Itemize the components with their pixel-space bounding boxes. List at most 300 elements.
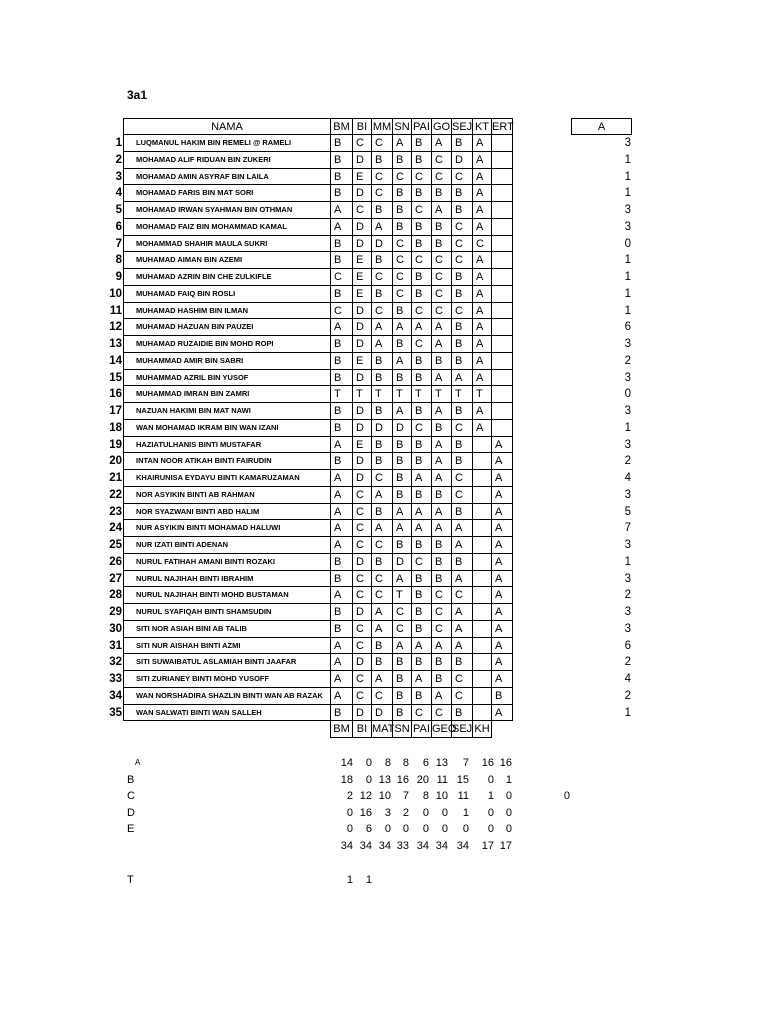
grade-cell: B: [371, 353, 392, 370]
row-number: 13: [109, 338, 122, 350]
grade-cell: C: [371, 135, 392, 152]
grade-cell: T: [431, 386, 451, 403]
grade-cell: T: [451, 386, 472, 403]
summary-count: 0: [384, 823, 391, 836]
row-number: 14: [109, 354, 122, 367]
row-number: 27: [109, 572, 122, 585]
grade-cell: [472, 437, 491, 454]
grade-cell: A: [411, 520, 431, 537]
row-number: 15: [109, 371, 122, 384]
grade-cell: A: [431, 135, 451, 152]
grade-cell: D: [352, 604, 371, 621]
grade-cell: B: [330, 286, 352, 303]
row-number: 18: [109, 421, 122, 434]
grade-cell: [491, 353, 513, 370]
grade-cell: C: [371, 269, 392, 286]
grade-cell: A: [431, 504, 451, 521]
grade-cell: C: [431, 152, 451, 169]
grade-cell: B: [451, 504, 472, 521]
grade-cell: [472, 470, 491, 487]
grade-cell: [491, 420, 513, 437]
grade-cell: D: [371, 236, 392, 253]
grade-cell: A: [431, 370, 451, 387]
row-number: 33: [109, 673, 122, 685]
grade-cell: B: [371, 638, 392, 655]
summary-count: 8: [384, 757, 391, 769]
summary-count: 6: [422, 757, 429, 769]
student-name: SITI NOR ASIAH BINI AB TALIB: [123, 621, 330, 638]
grade-cell: B: [411, 353, 431, 370]
grade-cell: B: [451, 403, 472, 420]
grade-cell: C: [411, 169, 431, 186]
footer-header-sn: SN: [392, 721, 411, 738]
grade-cell: [491, 370, 513, 387]
grade-cell: A: [451, 370, 472, 387]
student-name: MOHAMAD ALIF RIDUAN BIN ZUKERI: [123, 152, 330, 169]
grade-cell: B: [411, 152, 431, 169]
grade-cell: C: [352, 504, 371, 521]
a-count: 1: [624, 271, 631, 283]
grade-cell: [491, 319, 513, 336]
a-count: 1: [624, 555, 631, 568]
summary-count: 10: [378, 790, 391, 803]
a-count: 2: [624, 656, 631, 669]
grade-cell: C: [431, 303, 451, 320]
grade-cell: B: [392, 671, 411, 688]
grade-cell: A: [330, 688, 352, 705]
a-count: 2: [624, 589, 631, 602]
student-name: SITI ZURIANEY BINTI MOHD YUSOFF: [123, 671, 330, 688]
grade-cell: [472, 504, 491, 521]
footer-header-bm: BM: [330, 721, 352, 738]
grade-cell: B: [431, 487, 451, 504]
grade-cell: D: [352, 303, 371, 320]
grade-cell: B: [392, 453, 411, 470]
grade-cell: C: [411, 303, 431, 320]
grade-cell: A: [431, 202, 451, 219]
grade-cell: [472, 671, 491, 688]
grade-cell: B: [451, 319, 472, 336]
student-name: SITI NUR AISHAH BINTI AZMI: [123, 638, 330, 655]
a-count: 3: [624, 338, 631, 350]
summary-count: 34: [435, 840, 448, 852]
summary-count: 3: [384, 806, 391, 819]
a-count: 2: [624, 689, 631, 702]
grade-cell: D: [352, 470, 371, 487]
class-label: 3a1: [127, 88, 148, 102]
grade-cell: B: [392, 303, 411, 320]
grade-cell: A: [431, 470, 451, 487]
grade-cell: E: [352, 437, 371, 454]
summary-count: 34: [456, 840, 469, 852]
a-count: 3: [624, 606, 631, 618]
summary-count: 16: [481, 757, 494, 769]
grade-cell: T: [472, 386, 491, 403]
grade-cell: D: [352, 336, 371, 353]
grade-cell: B: [451, 353, 472, 370]
summary-count: 18: [340, 773, 353, 786]
grade-cell: C: [371, 587, 392, 604]
grade-cell: B: [431, 185, 451, 202]
summary-count: 0: [505, 790, 512, 803]
grade-cell: B: [411, 286, 431, 303]
grade-cell: D: [352, 420, 371, 437]
grade-cell: B: [330, 152, 352, 169]
a-count: 7: [624, 522, 631, 535]
grade-cell: C: [472, 236, 491, 253]
row-number: 30: [109, 622, 122, 635]
grade-cell: B: [330, 252, 352, 269]
grade-cell: B: [451, 286, 472, 303]
a-count: 1: [624, 706, 631, 719]
grade-cell: A: [371, 671, 392, 688]
student-name: NURUL FATIHAH AMANI BINTI ROZAKI: [123, 554, 330, 571]
grade-cell: [491, 152, 513, 169]
grade-cell: A: [451, 621, 472, 638]
grade-cell: B: [451, 135, 472, 152]
summary-count: 0: [462, 823, 469, 836]
a-count: 3: [624, 438, 631, 451]
grade-cell: B: [451, 185, 472, 202]
a-count: 1: [624, 153, 631, 166]
row-number: 35: [109, 706, 122, 719]
row-number: 9: [115, 271, 122, 283]
grade-cell: C: [371, 537, 392, 554]
column-header-bm: BM: [330, 118, 352, 135]
grade-cell: B: [411, 587, 431, 604]
a-count: 1: [624, 421, 631, 434]
row-number: 1: [115, 137, 122, 149]
summary-count: 0: [487, 773, 494, 786]
grade-cell: A: [330, 470, 352, 487]
summary-count: 0: [365, 757, 372, 769]
student-name: MUHAMMAD AMIR BIN SABRI: [123, 353, 330, 370]
grade-cell: T: [392, 386, 411, 403]
grade-cell: A: [491, 587, 513, 604]
grade-cell: C: [352, 135, 371, 152]
grade-cell: A: [330, 654, 352, 671]
summary-count: 11: [457, 790, 469, 803]
grade-cell: B: [431, 654, 451, 671]
grade-cell: A: [472, 185, 491, 202]
grade-cell: B: [431, 571, 451, 588]
summary-count: 7: [402, 790, 409, 803]
summary-count: 10: [435, 790, 448, 803]
column-header-kt: KT: [472, 118, 491, 135]
summary-t-count: 1: [346, 874, 353, 886]
grade-cell: C: [431, 604, 451, 621]
grade-cell: A: [472, 202, 491, 219]
grade-cell: B: [392, 152, 411, 169]
grade-cell: B: [371, 370, 392, 387]
summary-count: 17: [481, 840, 494, 852]
grade-cell: C: [431, 252, 451, 269]
student-name: NOR SYAZWANI BINTI ABD HALIM: [123, 504, 330, 521]
grade-cell: A: [472, 269, 491, 286]
grade-cell: B: [392, 437, 411, 454]
row-number: 20: [109, 455, 122, 468]
footer-header-geo: GEO: [431, 721, 451, 738]
grade-cell: [491, 219, 513, 236]
grade-cell: T: [371, 386, 392, 403]
grade-cell: B: [392, 370, 411, 387]
summary-count: 1: [505, 773, 512, 786]
grade-cell: T: [411, 386, 431, 403]
grade-cell: [472, 587, 491, 604]
grade-cell: [472, 604, 491, 621]
column-header-go: GO: [431, 118, 451, 135]
grade-cell: C: [451, 236, 472, 253]
grade-cell: B: [451, 336, 472, 353]
grade-cell: E: [352, 353, 371, 370]
grade-cell: B: [411, 571, 431, 588]
grade-cell: C: [431, 269, 451, 286]
grade-cell: C: [451, 420, 472, 437]
grade-cell: C: [411, 554, 431, 571]
a-count: 1: [624, 304, 631, 317]
grade-cell: A: [491, 705, 513, 722]
row-number: 5: [115, 204, 122, 216]
a-count: 3: [624, 539, 631, 551]
grade-cell: B: [330, 621, 352, 638]
grade-cell: A: [451, 638, 472, 655]
summary-count: 0: [505, 806, 512, 819]
grade-cell: C: [451, 487, 472, 504]
grade-cell: B: [330, 453, 352, 470]
grade-cell: C: [392, 604, 411, 621]
grade-cell: [472, 654, 491, 671]
grade-cell: C: [352, 571, 371, 588]
grade-cell: B: [330, 370, 352, 387]
grade-cell: A: [330, 487, 352, 504]
summary-count: 15: [456, 773, 469, 786]
grade-cell: B: [371, 252, 392, 269]
summary-t-label: T: [127, 874, 134, 886]
grade-cell: A: [330, 638, 352, 655]
summary-count: 11: [436, 773, 448, 786]
summary-grade-label: C: [127, 790, 135, 803]
grade-cell: D: [352, 453, 371, 470]
summary-count: 0: [441, 806, 448, 819]
row-number: 21: [109, 472, 122, 484]
grade-cell: A: [491, 453, 513, 470]
summary-extra: 0: [563, 790, 570, 803]
grade-cell: A: [491, 487, 513, 504]
grade-cell: B: [411, 604, 431, 621]
grade-cell: D: [352, 219, 371, 236]
grade-cell: A: [472, 353, 491, 370]
a-count: 4: [624, 472, 631, 484]
summary-count: 16: [499, 757, 512, 769]
summary-count: 8: [422, 790, 429, 803]
row-number: 8: [115, 254, 122, 267]
grade-cell: E: [352, 252, 371, 269]
grade-cell: A: [371, 219, 392, 236]
column-header-ert: ERT: [491, 118, 513, 135]
grade-cell: B: [392, 202, 411, 219]
grade-cell: B: [330, 353, 352, 370]
summary-count: 0: [346, 806, 353, 819]
grade-cell: A: [371, 319, 392, 336]
student-name: INTAN NOOR ATIKAH BINTI FAIRUDIN: [123, 453, 330, 470]
a-count: 0: [624, 237, 631, 250]
grade-cell: T: [330, 386, 352, 403]
student-name: MUHAMAD FAIQ BIN ROSLI: [123, 286, 330, 303]
grade-cell: [491, 169, 513, 186]
a-count: 3: [624, 405, 631, 417]
grade-cell: B: [431, 671, 451, 688]
grade-cell: A: [451, 604, 472, 621]
grade-cell: C: [352, 537, 371, 554]
grade-cell: D: [352, 554, 371, 571]
student-name: MOHAMAD FAIZ BIN MOHAMMAD KAMAL: [123, 219, 330, 236]
row-number: 2: [115, 153, 122, 166]
summary-count: 20: [416, 773, 429, 786]
grade-cell: B: [330, 336, 352, 353]
grade-cell: B: [371, 202, 392, 219]
grade-cell: B: [411, 654, 431, 671]
grade-cell: A: [451, 520, 472, 537]
summary-count: 2: [402, 806, 409, 819]
grade-cell: C: [411, 202, 431, 219]
a-count: 3: [624, 488, 631, 501]
grade-cell: B: [451, 654, 472, 671]
grade-cell: C: [431, 169, 451, 186]
grade-cell: D: [392, 554, 411, 571]
grade-cell: B: [392, 705, 411, 722]
grade-cell: C: [330, 269, 352, 286]
grade-cell: A: [411, 671, 431, 688]
summary-count: 33: [396, 840, 409, 852]
grade-cell: A: [491, 621, 513, 638]
grade-cell: A: [371, 336, 392, 353]
row-number: 34: [109, 689, 122, 702]
summary-count: 8: [402, 757, 409, 769]
a-count: 4: [624, 673, 631, 685]
grade-cell: A: [491, 654, 513, 671]
grade-cell: B: [411, 437, 431, 454]
student-name: MOHAMMAD SHAHIR MAULA SUKRI: [123, 236, 330, 253]
grade-cell: A: [472, 403, 491, 420]
grade-cell: C: [451, 671, 472, 688]
grade-cell: A: [431, 638, 451, 655]
grade-cell: B: [330, 554, 352, 571]
student-name: MOHAMAD FARIS BIN MAT SORI: [123, 185, 330, 202]
grade-cell: A: [491, 470, 513, 487]
grade-cell: [491, 236, 513, 253]
row-number: 3: [115, 170, 122, 183]
grade-cell: A: [371, 487, 392, 504]
grade-cell: D: [451, 152, 472, 169]
grade-cell: D: [392, 420, 411, 437]
row-number: 19: [109, 438, 122, 451]
student-name: MUHAMAD HAZUAN BIN PAUZEI: [123, 319, 330, 336]
grade-cell: [472, 688, 491, 705]
grade-cell: C: [392, 252, 411, 269]
grade-cell: B: [330, 236, 352, 253]
grade-cell: B: [411, 370, 431, 387]
grade-cell: C: [392, 169, 411, 186]
grade-cell: [491, 286, 513, 303]
a-count: 1: [624, 187, 631, 200]
grade-cell: C: [451, 169, 472, 186]
grade-cell: B: [451, 554, 472, 571]
grade-cell: B: [451, 269, 472, 286]
summary-count: 16: [359, 806, 372, 819]
grade-cell: A: [431, 520, 451, 537]
grade-cell: B: [371, 453, 392, 470]
a-count: 3: [624, 137, 631, 149]
grade-cell: C: [352, 587, 371, 604]
grade-cell: C: [352, 688, 371, 705]
summary-count: 14: [340, 757, 353, 769]
grade-cell: B: [451, 705, 472, 722]
grade-cell: A: [431, 336, 451, 353]
row-number: 16: [109, 388, 122, 401]
row-number: 17: [109, 405, 122, 417]
grade-cell: A: [451, 571, 472, 588]
grade-cell: [491, 386, 513, 403]
grade-cell: [472, 453, 491, 470]
grade-cell: C: [352, 638, 371, 655]
grade-cell: B: [451, 437, 472, 454]
student-name: NAZUAN HAKIMI BIN MAT NAWI: [123, 403, 330, 420]
grade-cell: A: [411, 638, 431, 655]
grade-cell: B: [411, 135, 431, 152]
summary-count: 16: [396, 773, 409, 786]
student-name: MUHAMAD HASHIM BIN ILMAN: [123, 303, 330, 320]
grade-cell: C: [352, 621, 371, 638]
grade-cell: C: [411, 705, 431, 722]
grade-cell: B: [411, 185, 431, 202]
grade-cell: [491, 135, 513, 152]
grade-cell: B: [411, 269, 431, 286]
student-name: MUHAMAD AIMAN BIN AZEMI: [123, 252, 330, 269]
grade-cell: B: [491, 688, 513, 705]
summary-count: 0: [487, 823, 494, 836]
summary-count: 1: [487, 790, 494, 803]
student-name: MUHAMAD RUZAIDIE BIN MOHD ROPI: [123, 336, 330, 353]
row-number: 23: [109, 505, 122, 518]
grade-cell: B: [371, 654, 392, 671]
student-name: MUHAMMAD AZRIL BIN YUSOF: [123, 370, 330, 387]
grade-cell: B: [411, 487, 431, 504]
a-count: 3: [624, 371, 631, 384]
student-name: MUHAMAD AZRIN BIN CHE ZULKIFLE: [123, 269, 330, 286]
grade-cell: B: [371, 403, 392, 420]
grade-cell: B: [411, 688, 431, 705]
grade-cell: C: [411, 420, 431, 437]
grade-cell: A: [330, 319, 352, 336]
summary-count: 0: [422, 823, 429, 836]
student-name: NURUL NAJIHAH BINTI MOHD BUSTAMAN: [123, 587, 330, 604]
grade-cell: C: [352, 202, 371, 219]
grade-cell: B: [431, 537, 451, 554]
grade-cell: A: [392, 520, 411, 537]
a-count: 3: [624, 204, 631, 216]
grade-cell: A: [491, 437, 513, 454]
grade-cell: A: [431, 453, 451, 470]
summary-count: 1: [462, 806, 469, 819]
a-count: 0: [624, 388, 631, 401]
grade-cell: B: [411, 537, 431, 554]
grade-cell: B: [411, 236, 431, 253]
summary-count: 0: [422, 806, 429, 819]
row-number: 6: [115, 220, 122, 233]
grade-cell: [472, 520, 491, 537]
grade-cell: C: [352, 487, 371, 504]
grade-cell: C: [371, 470, 392, 487]
